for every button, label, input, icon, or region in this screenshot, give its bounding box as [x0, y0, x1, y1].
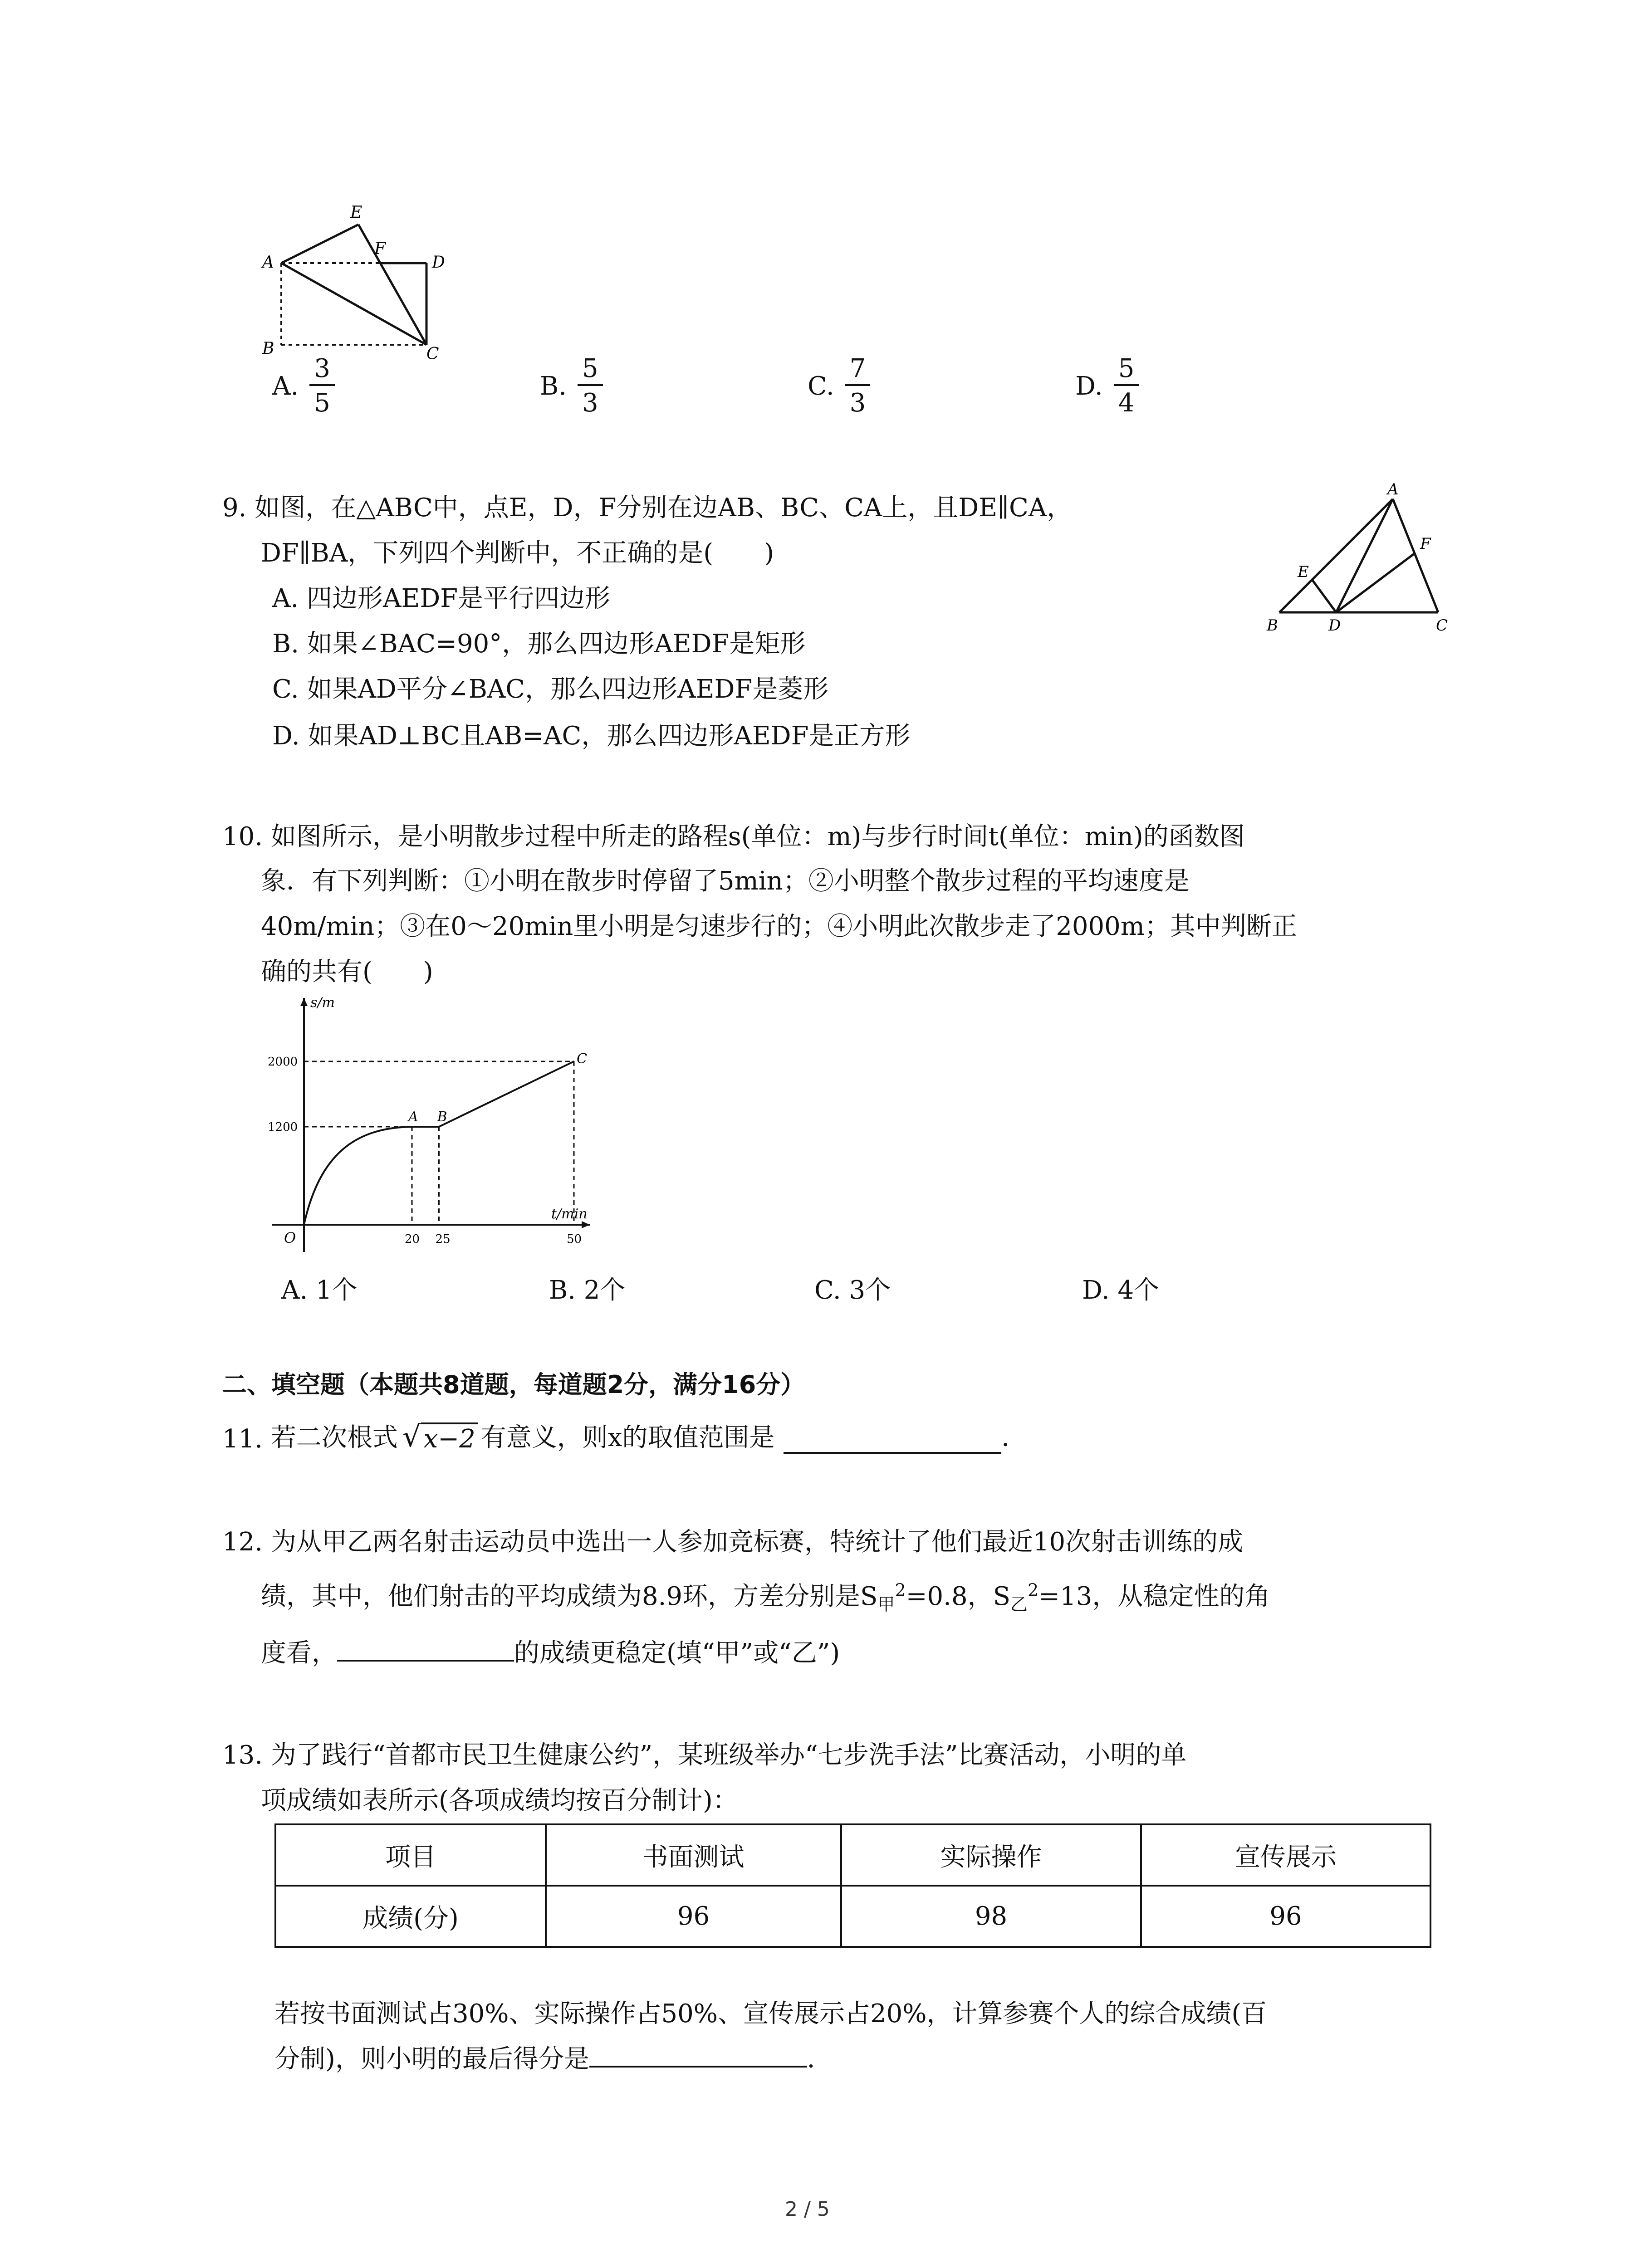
- q9-label-F: F: [1420, 535, 1431, 553]
- curve-O-A: [304, 1127, 412, 1225]
- table-cell: 成绩(分): [275, 1886, 546, 1947]
- q11-answer-blank[interactable]: [784, 1430, 1001, 1454]
- q9-figure: [1266, 476, 1456, 640]
- q10-option-c: C. 3个: [814, 1276, 891, 1305]
- q9-line1: 9. 如图，在△ABC中，点E，D，F分别在边AB、BC、CA上，且DE∥CA，: [222, 493, 1073, 523]
- point-label-B: B: [437, 1109, 447, 1125]
- q8-label-D: D: [432, 253, 445, 272]
- section2-title: 二、填空题（本题共8道题，每道题2分，满分16分）: [222, 1370, 805, 1399]
- q12-line3: 度看， 的成绩更稳定(填“甲”或“乙”): [261, 1638, 840, 1668]
- q10-chart: [263, 989, 608, 1261]
- table-header-cell: 项目: [275, 1824, 546, 1886]
- q13-answer-blank[interactable]: [589, 2044, 807, 2068]
- table-header-cell: 宣传展示: [1141, 1824, 1430, 1886]
- x-tick-label: 25: [435, 1232, 451, 1246]
- sqrt-symbol: √: [402, 1420, 421, 1454]
- segment-B-C: [439, 1061, 574, 1127]
- page-number: 2 / 5: [785, 2198, 830, 2221]
- x-axis-arrow: [582, 1221, 590, 1228]
- q9-label-A: A: [1387, 480, 1399, 499]
- q10-option-d: D. 4个: [1082, 1276, 1160, 1305]
- q8-figure: [254, 200, 463, 363]
- q9-option-d: D. 如果AD⊥BC且AB=AC，那么四边形AEDF是正方形: [272, 721, 911, 751]
- y-axis-label: s/m: [310, 995, 335, 1011]
- q10-line1: 10. 如图所示，是小明散步过程中所走的路程s(单位：m)与步行时间t(单位：min)的函数图: [222, 822, 1245, 851]
- table-row: [275, 1824, 1430, 1886]
- q9-label-E: E: [1298, 563, 1309, 581]
- origin-label: O: [284, 1229, 296, 1246]
- table-cell: 96: [1141, 1886, 1430, 1947]
- q10-option-b: B. 2个: [549, 1276, 626, 1305]
- q11-line: 11. 若二次根式 √ x−2 有意义，则x的取值范围是 ．: [222, 1420, 1027, 1454]
- q8-label-A: A: [262, 253, 274, 272]
- q10-line2: 象．有下列判断：①小明在散步时停留了5min；②小明整个散步过程的平均速度是: [261, 866, 1190, 896]
- q10-line3: 40m/min；③在0～20min里小明是匀速步行的；④小明此次散步走了2000m；其中判断正: [261, 912, 1297, 941]
- q9-option-b: B. 如果∠BAC=90°，那么四边形AEDF是矩形: [272, 629, 806, 659]
- radicand: x−2: [421, 1422, 478, 1454]
- q13-score-table: [274, 1823, 1431, 1948]
- q9-label-D: D: [1328, 616, 1341, 635]
- q9-label-B: B: [1267, 616, 1278, 635]
- x-tick-label: 20: [405, 1232, 420, 1246]
- q12-line2: 绩，其中，他们射击的平均成绩为8.9环，方差分别是$S_甲^2=0.8$，$S_乙^2=13$，从稳定性的角: [261, 1580, 1270, 1615]
- x-tick-label: 50: [567, 1232, 582, 1246]
- table-header-cell: 书面测试: [546, 1824, 841, 1886]
- point-label-A: A: [408, 1109, 418, 1125]
- q9-option-a: A. 四边形AEDF是平行四边形: [272, 584, 611, 613]
- y-tick-label: 1200: [268, 1120, 298, 1134]
- q8-option-b: B. $\frac{5}{3}$: [540, 356, 603, 416]
- q10-option-a: A. 1个: [281, 1276, 358, 1305]
- table-cell: 96: [546, 1886, 841, 1947]
- table-row: [275, 1886, 1430, 1947]
- q12-line1: 12. 为从甲乙两名射击运动员中选出一人参加竞标赛，特统计了他们最近10次射击训练的成: [222, 1527, 1244, 1557]
- q8-label-E: E: [350, 203, 362, 222]
- table-header-cell: 实际操作: [841, 1824, 1141, 1886]
- q13-line4: 分制)，则小明的最后得分是 ．: [274, 2044, 833, 2074]
- y-axis-arrow: [300, 998, 308, 1006]
- x-axis-label: t/min: [551, 1206, 588, 1222]
- q13-line1: 13. 为了践行“首都市民卫生健康公约”，某班级举办“七步洗手法”比赛活动，小明的单: [222, 1740, 1187, 1770]
- q9-option-c: C. 如果AD平分∠BAC，那么四边形AEDF是菱形: [272, 675, 829, 704]
- q13-line2: 项成绩如表所示(各项成绩均按百分制计)：: [261, 1786, 738, 1815]
- q10-line4: 确的共有( ): [261, 957, 433, 987]
- q8-option-d: D. $\frac{5}{4}$: [1075, 356, 1139, 416]
- q8-label-C: C: [426, 345, 439, 363]
- q9-line2: DF∥BA，下列四个判断中，不正确的是( ): [261, 538, 774, 568]
- table-cell: 98: [841, 1886, 1141, 1947]
- q9-label-C: C: [1436, 616, 1448, 635]
- q8-label-F: F: [374, 240, 386, 258]
- q8-label-B: B: [262, 339, 274, 358]
- q8-option-a: A. $\frac{3}{5}$: [272, 356, 335, 416]
- q13-line3: 若按书面测试占30%、实际操作占50%、宣传展示占20%，计算参赛个人的综合成绩(百: [274, 1999, 1267, 2028]
- point-label-C: C: [577, 1051, 587, 1067]
- q12-answer-blank[interactable]: [337, 1638, 514, 1662]
- y-tick-label: 2000: [268, 1055, 298, 1069]
- q8-option-c: C. $\frac{7}{3}$: [808, 356, 870, 416]
